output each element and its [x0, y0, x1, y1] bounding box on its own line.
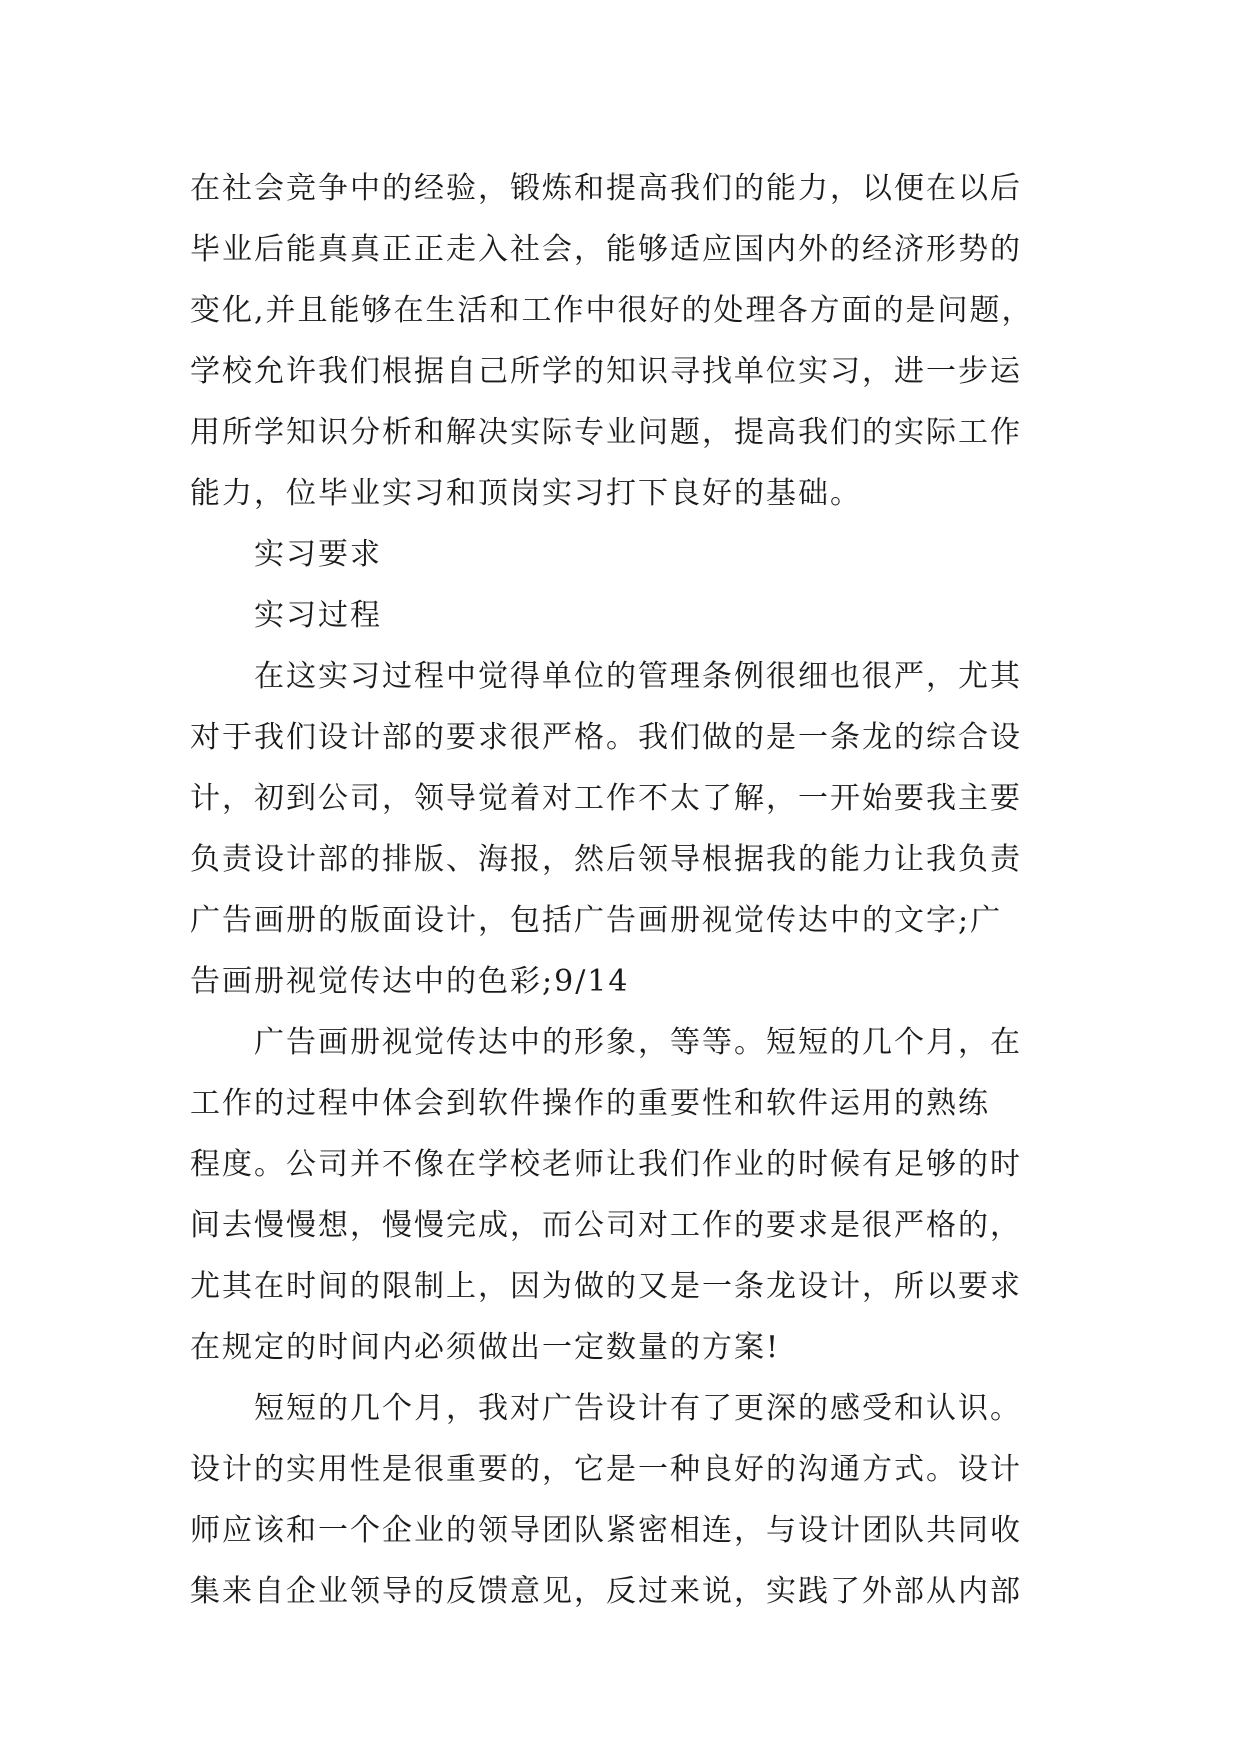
text-line: 学校允许我们根据自己所学的知识寻找单位实习，进一步运 [190, 354, 1022, 389]
text-line: 负责设计部的排版、海报，然后领导根据我的能力让我负责 [190, 842, 1022, 877]
text-line: 广告画册视觉传达中的形象，等等。短短的几个月，在 [254, 1025, 1022, 1060]
text-line: 短短的几个月，我对广告设计有了更深的感受和认识。 [254, 1391, 1022, 1426]
section-heading: 实习要求 [254, 537, 382, 572]
text-line: 在社会竞争中的经验，锻炼和提高我们的能力，以便在以后 [190, 171, 1022, 206]
text-line: 告画册视觉传达中的色彩;9/14 [190, 964, 630, 999]
text-line: 用所学知识分析和解决实际专业问题，提高我们的实际工作 [190, 415, 1022, 450]
document-body [190, 158, 1090, 1622]
text-line: 师应该和一个企业的领导团队紧密相连，与设计团队共同收 [190, 1513, 1022, 1548]
text-line: 计，初到公司，领导觉着对工作不太了解，一开始要我主要 [190, 781, 1022, 816]
text-line: 设计的实用性是很重要的，它是一种良好的沟通方式。设计 [190, 1452, 1022, 1487]
text-line: 变化,并且能够在生活和工作中很好的处理各方面的是问题， [190, 293, 1034, 328]
text-line: 集来自企业领导的反馈意见，反过来说，实践了外部从内部 [190, 1574, 1022, 1609]
text-line: 间去慢慢想，慢慢完成，而公司对工作的要求是很严格的， [190, 1208, 1022, 1243]
text-line: 毕业后能真真正正走入社会，能够适应国内外的经济形势的 [190, 232, 1022, 267]
text-line: 在这实习过程中觉得单位的管理条例很细也很严，尤其 [254, 659, 1022, 694]
text-line: 尤其在时间的限制上，因为做的又是一条龙设计，所以要求 [190, 1269, 1022, 1304]
text-line: 在规定的时间内必须做出一定数量的方案! [190, 1330, 781, 1365]
text-line: 程度。公司并不像在学校老师让我们作业的时候有足够的时 [190, 1147, 1022, 1182]
text-line: 对于我们设计部的要求很严格。我们做的是一条龙的综合设 [190, 720, 1022, 755]
text-line: 工作的过程中体会到软件操作的重要性和软件运用的熟练 [190, 1086, 990, 1121]
section-heading: 实习过程 [254, 598, 382, 633]
text-line: 能力，位毕业实习和顶岗实习打下良好的基础。 [190, 476, 862, 511]
text-line: 广告画册的版面设计，包括广告画册视觉传达中的文字;广 [190, 903, 1003, 938]
